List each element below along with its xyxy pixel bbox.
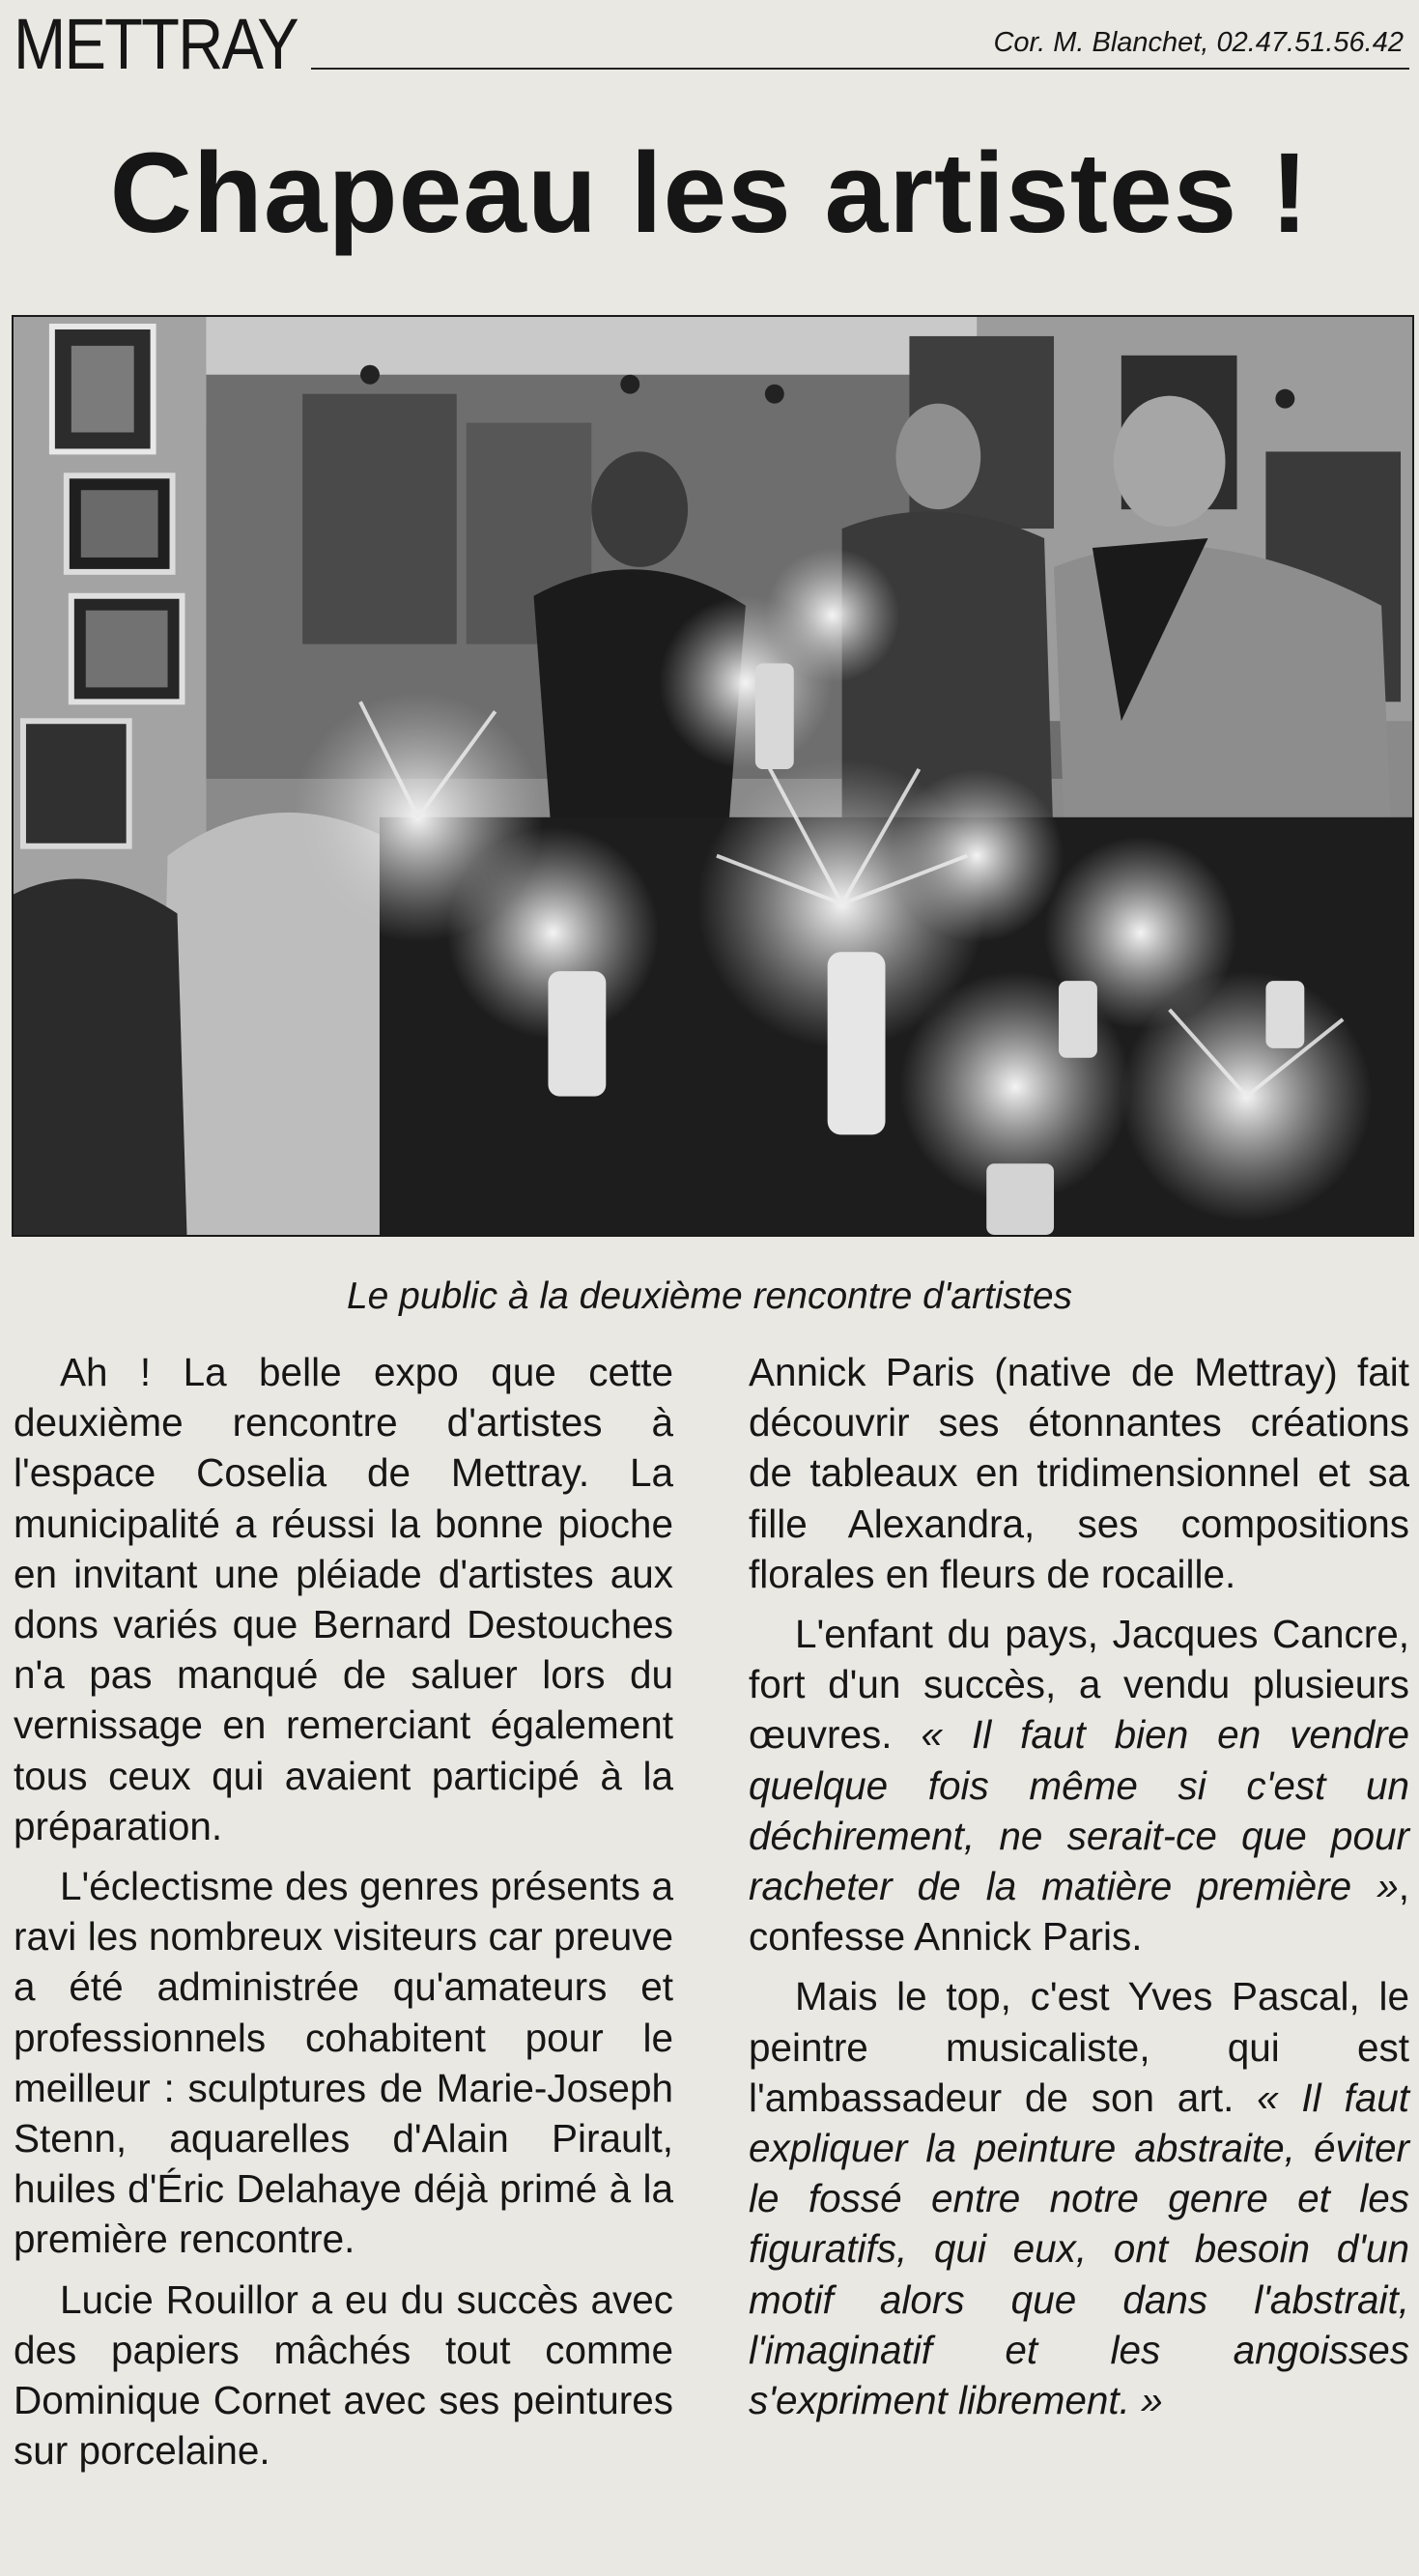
quote: « Il faut expliquer la peinture abstraite, éviter le fossé entre notre genre et les figuratifs, qui eux, ont besoin d'un motif alors que dans l'abstrait, l'imaginatif et les angoisses s'expriment librement. » <box>749 2075 1409 2423</box>
paragraph: Annick Paris (native de Mettray) fait découvrir ses étonnantes créations de tableaux en tridimensionnel et sa fille Alexandra, ses compositions florales en fleurs de rocaille. <box>749 1350 1409 1596</box>
paragraph: Lucie Rouillor a eu du succès avec des papiers mâchés tout comme Dominique Cornet avec ses peintures sur porcelaine. <box>14 2276 673 2474</box>
quote: « Il faut bien en vendre quelque fois même si c'est un déchirement, ne serait-ce que pour racheter de la matière première » <box>749 1712 1409 1909</box>
paragraph: L'éclectisme des genres présents a ravi les nombreux visiteurs car preuve a été administrée qu'amateurs et professionnels cohabitent pour le meilleur : sculptures de Marie-Joseph Stenn, aquarelles d'Alain Pirault, huiles d'Éric Delahaye déjà primé à la première rencontre. <box>14 1864 673 2262</box>
photo-caption: Le public à la deuxième rencontre d'artistes <box>346 1275 1073 1317</box>
correspondent-contact: Cor. M. Blanchet, 02.47.51.56.42 <box>993 27 1404 58</box>
paragraph-text: Mais le top, c'est Yves Pascal, le peintre musicaliste, qui est l'ambassadeur de son art. <box>749 1974 1409 2120</box>
paragraph-text: , confesse Annick Paris. <box>749 1864 1409 1960</box>
paragraph-text: L'enfant du pays, Jacques Cancre, fort d'un succès, a vendu plusieurs œuvres. <box>749 1612 1409 1758</box>
header-rule <box>311 68 1409 70</box>
article-column-left <box>14 1347 673 2485</box>
paragraph: Ah ! La belle expo que cette deuxième rencontre d'artistes à l'espace Coselia de Mettray. La municipalité a réussi la bonne pioche en invitant une pléiade d'artistes aux dons variés que Bernard Destouches n'a pas manqué de saluer lors du vernissage en remerciant également tous ceux qui avaient participé à la préparation. <box>14 1350 673 1848</box>
article-column-right <box>749 1347 1409 2435</box>
paragraph <box>749 1971 1409 2425</box>
article-photo <box>12 315 1414 1237</box>
paragraph <box>749 1609 1409 1961</box>
section-title: METTRAY <box>14 4 298 84</box>
exhibition-photo-illustration <box>14 317 1412 1235</box>
article-headline: Chapeau les artistes ! <box>109 129 1310 257</box>
